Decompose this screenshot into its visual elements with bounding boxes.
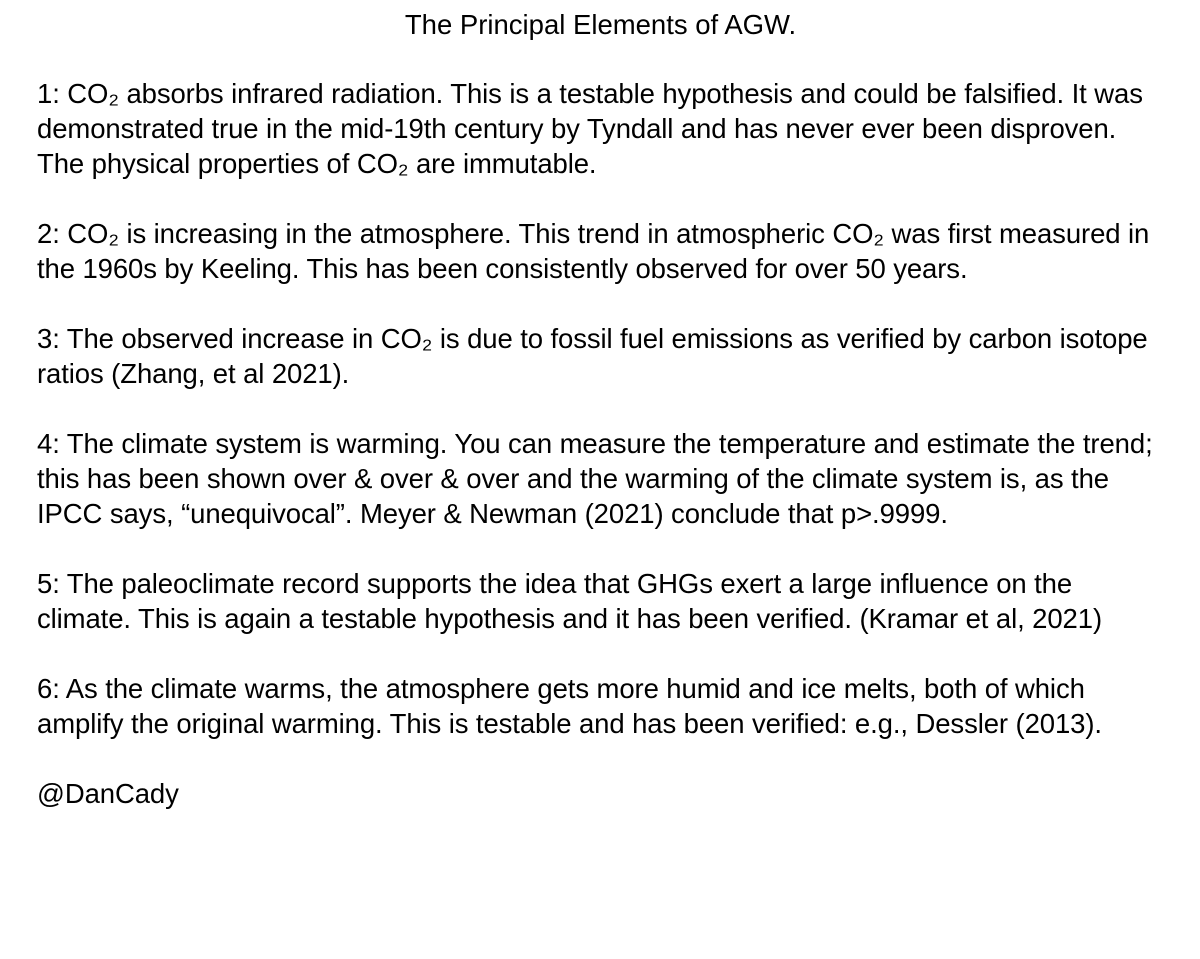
paragraph-3: 3: The observed increase in CO₂ is due to fossil fuel emissions as verified by carbon isotope ratios (Zhang, et al 2021). (37, 323, 1148, 389)
paragraph-4: 4: The climate system is warming. You can measure the temperature and estimate the trend; this has been shown over & over & over and the warming of the climate system is, as the IPCC says, “unequivocal”. Meyer & Newman (2021) conclude that p>.9999. (37, 428, 1153, 529)
document-title: The Principal Elements of AGW. (404, 9, 797, 40)
author-signature: @DanCady (37, 778, 179, 809)
paragraph-5: 5: The paleoclimate record supports the idea that GHGs exert a large influence on the climate. This is again a testable hypothesis and it has been verified. (Kramar et al, 2021) (37, 568, 1102, 634)
paragraph-2: 2: CO₂ is increasing in the atmosphere. This trend in atmospheric CO₂ was first measured in the 1960s by Keeling. This has been consistently observed for over 50 years. (37, 218, 1150, 284)
paragraph-6: 6: As the climate warms, the atmosphere gets more humid and ice melts, both of which amplify the original warming. This is testable and has been verified: e.g., Dessler (2013). (37, 673, 1102, 739)
paragraph-1: 1: CO₂ absorbs infrared radiation. This is a testable hypothesis and could be falsified. It was demonstrated true in the mid-19th century by Tyndall and has never ever been disproven. The physical properties of CO₂ are immutable. (37, 78, 1143, 179)
